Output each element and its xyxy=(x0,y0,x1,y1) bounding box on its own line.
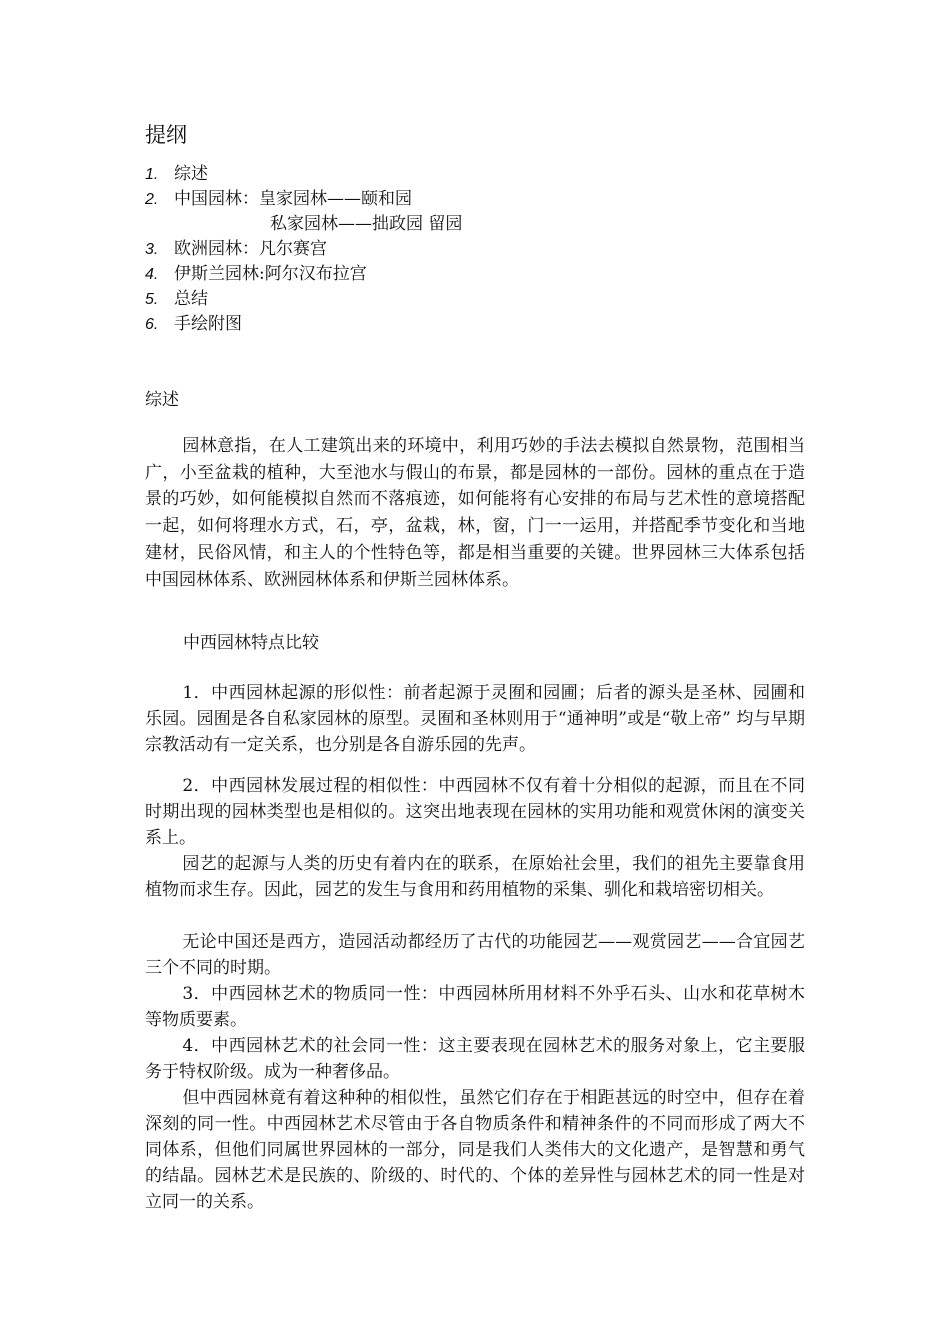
outline-item xyxy=(145,262,845,287)
outline-item-number: 4. xyxy=(145,266,159,283)
outline-item-text: 欧洲园林：凡尔赛宫 xyxy=(174,239,327,259)
comparison-heading: 中西园林特点比较 xyxy=(183,633,319,653)
outline-item-text: 中国园林：皇家园林——颐和园 xyxy=(174,189,412,209)
outline-item xyxy=(145,237,845,262)
outline-item xyxy=(145,187,845,212)
comparison-paragraph: 2．中西园林发展过程的相似性：中西园林不仅有着十分相似的起源，而且在不同时期出现的园林类型也是相似的。这突出地表现在园林的实用功能和观赏休闲的演变关系上。 xyxy=(145,776,805,848)
outline-item xyxy=(145,162,845,187)
outline-item-number: 6. xyxy=(145,316,159,333)
comparison-paragraph: 3．中西园林艺术的物质同一性：中西园林所用材料不外乎石头、山水和花草树木等物质要素。 xyxy=(145,984,805,1030)
outline-item xyxy=(145,312,845,337)
outline-item-number: 1. xyxy=(145,166,159,183)
outline-title: 提纲 xyxy=(145,123,187,147)
outline-item-text: 总结 xyxy=(174,289,208,309)
outline-item-text: 综述 xyxy=(174,164,208,184)
outline-item-text: 私家园林——拙政园 留园 xyxy=(270,214,463,234)
outline-item xyxy=(145,287,845,312)
outline-list xyxy=(145,162,845,337)
overview-heading: 综述 xyxy=(145,390,179,410)
comparison-paragraph: 但中西园林竟有着这种种的相似性，虽然它们存在于相距甚远的时空中，但存在着深刻的同一性。中西园林艺术尽管由于各自物质条件和精神条件的不同而形成了两大不同体系，但他们同属世界园林的一部分，同是我们人类伟大的文化遗产，是智慧和勇气的结晶。园林艺术是民族的、阶级的、时代的、个体的差异性与园林艺术的同一性是对立同一的关系。 xyxy=(145,1088,805,1212)
overview-paragraph: 园林意指，在人工建筑出来的环境中，利用巧妙的手法去模拟自然景物，范围相当广，小至盆栽的植种，大至池水与假山的布景，都是园林的一部份。园林的重点在于造景的巧妙，如何能模拟自然而不落痕迹，如何能将有心安排的布局与艺术性的意境搭配一起，如何将理水方式，石，亭，盆栽，林，窗，门一一运用，并搭配季节变化和当地建材，民俗风情，和主人的个性特色等，都是相当重要的关键。世界园林三大体系包括中国园林体系、欧洲园林体系和伊斯兰园林体系。 xyxy=(145,436,805,590)
outline-item-text: 伊斯兰园林:阿尔汉布拉宫 xyxy=(174,264,367,284)
comparison-paragraph: 1．中西园林起源的形似性：前者起源于灵囿和园圃；后者的源头是圣林、园圃和乐园。园囿是各自私家园林的原型。灵囿和圣林则用于“通神明”或是“敬上帝” 均与早期宗教活动有一定关系，也分别是各自游乐园的先声。 xyxy=(145,683,805,755)
outline-item-continuation xyxy=(145,212,845,237)
outline-item-text: 手绘附图 xyxy=(174,314,242,334)
outline-item-number: 3. xyxy=(145,241,159,258)
outline-item-number: 2. xyxy=(145,191,159,208)
comparison-paragraph: 无论中国还是西方，造园活动都经历了古代的功能园艺——观赏园艺——合宜园艺三个不同的时期。 xyxy=(145,932,805,978)
outline-item-number: 5. xyxy=(145,291,159,308)
comparison-paragraph: 园艺的起源与人类的历史有着内在的联系，在原始社会里，我们的祖先主要靠食用植物而求生存。因此，园艺的发生与食用和药用植物的采集、驯化和栽培密切相关。 xyxy=(145,854,805,900)
comparison-paragraph: 4．中西园林艺术的社会同一性：这主要表现在园林艺术的服务对象上，它主要服务于特权阶级。成为一种奢侈品。 xyxy=(145,1036,805,1082)
